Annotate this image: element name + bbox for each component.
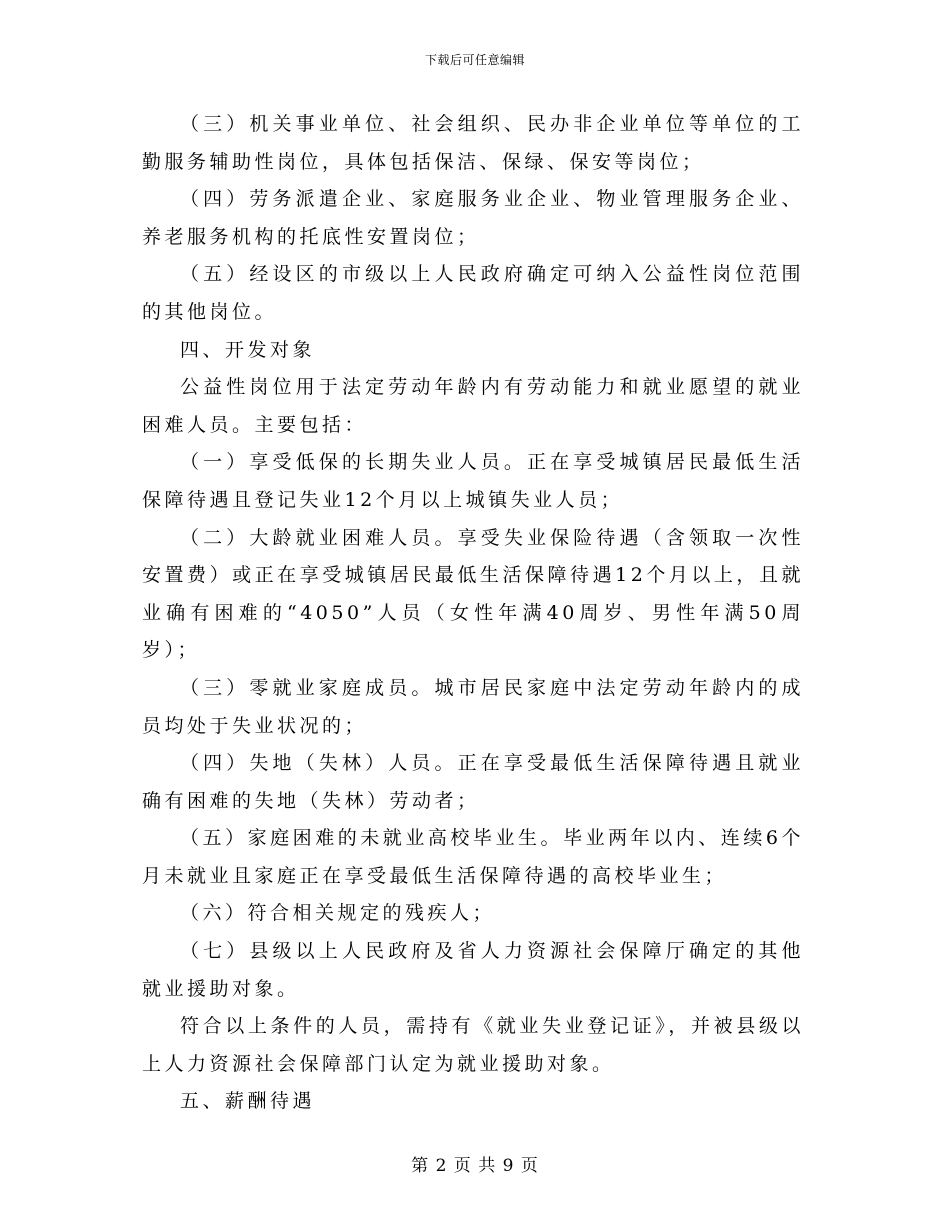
paragraph-target-5-graduates: （五）家庭困难的未就业高校毕业生。毕业两年以内、连续6个月未就业且家庭正在享受最低生活保障待遇的高校毕业生； <box>142 827 804 887</box>
page-header: 下载后可任意编辑 <box>424 53 525 67</box>
paragraph-target-2-older-workers: （二）大龄就业困难人员。享受失业保险待遇（含领取一次性安置费）或正在享受城镇居民最低生活保障待遇12个月以上，且就业确有困难的“4050”人员（女性年满40周岁、男性年满50周岁）； <box>142 526 804 662</box>
paragraph-item-5-other-positions: （五）经设区的市级以上人民政府确定可纳入公益性岗位范围的其他岗位。 <box>142 263 804 323</box>
paragraph-target-1-low-income-unemployed: （一）享受低保的长期失业人员。正在享受城镇居民最低生活保障待遇且登记失业12个月以上城镇失业人员； <box>142 451 804 511</box>
paragraph-eligibility-requirement: 符合以上条件的人员，需持有《就业失业登记证》，并被县级以上人力资源社会保障部门认定为就业援助对象。 <box>142 1015 804 1075</box>
paragraph-item-4-labor-dispatch: （四）劳务派遣企业、家庭服务业企业、物业管理服务企业、养老服务机构的托底性安置岗位； <box>142 188 804 248</box>
paragraph-target-3-zero-employment-families: （三）零就业家庭成员。城市居民家庭中法定劳动年龄内的成员均处于失业状况的； <box>142 676 804 737</box>
paragraph-target-4-landless: （四）失地（失林）人员。正在享受最低生活保障待遇且就业确有困难的失地（失林）劳动者； <box>142 752 804 812</box>
paragraph-target-7-other: （七）县级以上人民政府及省人力资源社会保障厅确定的其他就业援助对象。 <box>142 940 804 1000</box>
paragraph-targets-intro: 公益性岗位用于法定劳动年龄内有劳动能力和就业愿望的就业困难人员。主要包括： <box>142 376 804 436</box>
paragraph-item-3-public-institutions: （三）机关事业单位、社会组织、民办非企业单位等单位的工勤服务辅助性岗位，具体包括保洁、保绿、保安等岗位； <box>142 113 804 173</box>
document-body <box>142 106 804 1121</box>
page-number-footer: 第 2 页 共 9 页 <box>411 1156 539 1176</box>
paragraph-target-6-disabled: （六）符合相关规定的残疾人； <box>180 902 496 925</box>
section-heading-development-targets: 四、开发对象 <box>180 338 316 361</box>
section-heading-compensation: 五、薪酬待遇 <box>180 1090 316 1113</box>
